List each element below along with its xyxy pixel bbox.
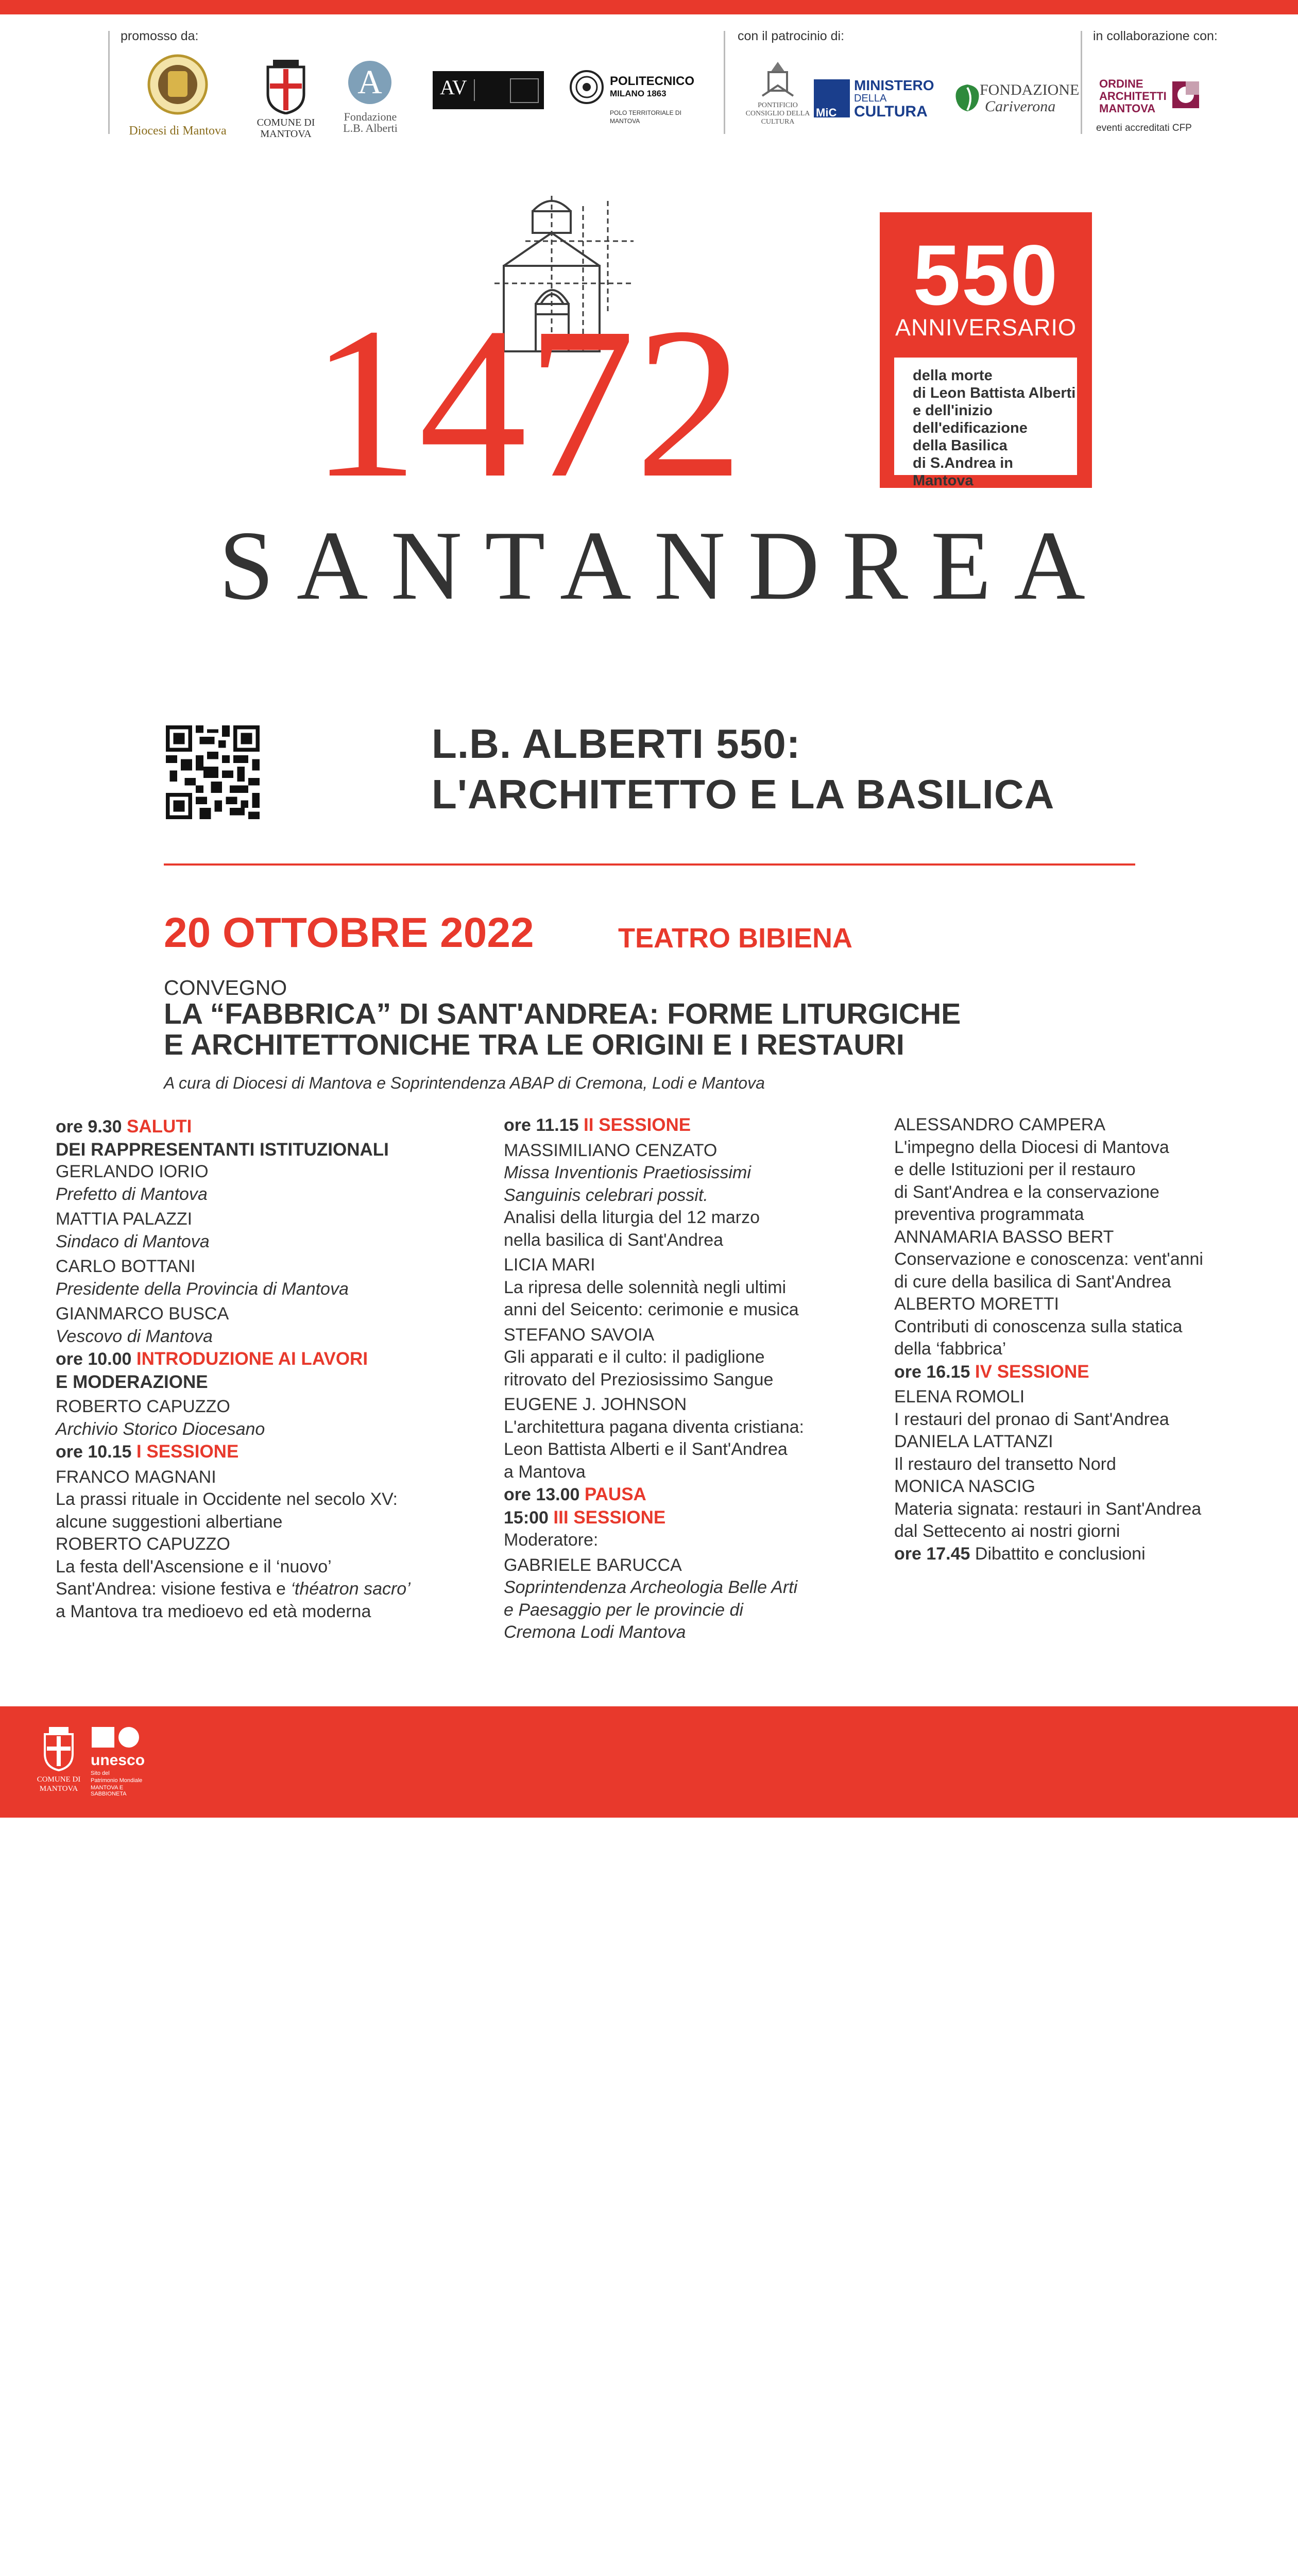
event-date: 20 OTTOBRE 2022	[164, 909, 534, 956]
event-venue: TEATRO BIBIENA	[618, 923, 852, 954]
talk-text-italic: ‘théatron sacro’	[291, 1579, 411, 1599]
badge-line: di S.Andrea in Mantova	[913, 455, 1013, 489]
talk-title-line: Analisi della liturgia del 12 marzo	[504, 1208, 760, 1227]
ministero-cultura-logo[interactable]: MiC MINISTERO DELLA CULTURA	[814, 77, 932, 121]
diocesi-seal-icon	[123, 54, 233, 115]
session-heading	[504, 1114, 906, 1137]
talk-title-line: nella basilica di Sant'Andrea	[504, 1230, 724, 1250]
promoted-by-label: promosso da:	[121, 29, 199, 43]
fondazione-cariverona-logo[interactable]: FONDAZIONE Cariverona	[953, 80, 1066, 116]
footer-comune-logo[interactable]: COMUNE DI MANTOVA	[38, 1726, 79, 1803]
session-title: INTRODUZIONE AI LAVORI	[136, 1349, 368, 1369]
session-heading	[894, 1543, 1296, 1566]
talk-title-line: della ‘fabbrica’	[894, 1339, 1006, 1359]
talk-title-line: Leon Battista Alberti e il Sant'Andrea	[504, 1439, 788, 1459]
diocesi-logo[interactable]: Diocesi di Mantova	[123, 54, 233, 141]
session-time: ore 10.15	[56, 1442, 132, 1462]
speaker-role: Sindaco di Mantova	[56, 1231, 210, 1251]
patronage-label: con il patrocinio di:	[738, 29, 845, 43]
speaker-name: DANIELA LATTANZI	[894, 1432, 1053, 1451]
speaker-name: EUGENE J. JOHNSON	[504, 1395, 687, 1414]
program-column-1	[56, 1115, 457, 1623]
session-time: ore 13.00	[504, 1485, 580, 1504]
badge-line: e dell'inizio	[913, 402, 993, 419]
conference-label: CONVEGNO	[164, 976, 287, 999]
session-heading	[894, 1361, 1296, 1384]
speaker-name: STEFANO SAVOIA	[504, 1325, 655, 1345]
session-time: 15:00	[504, 1507, 549, 1528]
talk-title-line: Moderatore:	[504, 1530, 599, 1550]
main-title-line2: L'ARCHITETTO E LA BASILICA	[432, 771, 1055, 817]
session-title: IV SESSIONE	[975, 1361, 1089, 1382]
speaker-role: Presidente della Provincia di Mantova	[56, 1279, 349, 1299]
coat-of-arms-icon	[258, 58, 314, 114]
talk-title-line: Contributi di conoscenza sulla statica	[894, 1316, 1183, 1336]
badge-label: ANNIVERSARIO	[895, 314, 1077, 341]
anniversary-badge	[880, 212, 1092, 488]
accademia-text-block	[474, 79, 506, 101]
session-title: III SESSIONE	[553, 1507, 666, 1528]
talk-title-line: Conservazione e conoscenza: vent'anni	[894, 1249, 1203, 1269]
session-title: SALUTI	[126, 1116, 192, 1137]
speaker-name: ALESSANDRO CAMPERA	[894, 1115, 1105, 1134]
accademia-emblem-icon	[510, 78, 539, 103]
talk-title-line: Gli apparati e il culto: il padiglione	[504, 1347, 765, 1367]
talk-title-line: anni del Seicento: cerimonie e musica	[504, 1300, 799, 1319]
cariverona-leaf-icon	[953, 82, 982, 113]
talk-title-line: di cure della basilica di Sant'Andrea	[894, 1272, 1171, 1292]
badge-line: dell'edificazione	[913, 420, 1028, 436]
session-time: ore 16.15	[894, 1362, 970, 1382]
session-time: ore 10.00	[56, 1349, 132, 1369]
talk-title-line: e delle Istituzioni per il restauro	[894, 1160, 1136, 1179]
badge-number: 550	[913, 228, 1059, 323]
session-heading-continued: DEI RAPPRESENTANTI ISTITUZIONALI	[56, 1139, 389, 1160]
speaker-name: ROBERTO CAPUZZO	[56, 1534, 230, 1554]
speaker-name: CARLO BOTTANI	[56, 1257, 196, 1276]
talk-title-line: L'architettura pagana diventa cristiana:	[504, 1417, 804, 1437]
ordine-emblem-icon	[1170, 79, 1201, 112]
badge-line: di Leon Battista Alberti	[913, 385, 1076, 401]
speaker-name: LICIA MARI	[504, 1255, 595, 1275]
sponsor-divider	[108, 31, 110, 134]
speaker-name: ANNAMARIA BASSO BERT	[894, 1227, 1114, 1247]
program-column-2	[504, 1114, 906, 1644]
collaboration-label: in collaborazione con:	[1093, 29, 1218, 43]
session-heading	[56, 1115, 457, 1139]
speaker-name: MASSIMILIANO CENZATO	[504, 1140, 718, 1160]
speaker-name: ELENA ROMOLI	[894, 1387, 1025, 1406]
title-divider	[164, 863, 1135, 866]
talk-title-line: La ripresa delle solennità negli ultimi	[504, 1277, 787, 1297]
footer-unesco-logo[interactable]: unesco Sito del Patrimonio Mondiale MANTOVA E SABBIONETA	[89, 1727, 145, 1804]
politecnico-logo[interactable]: POLITECNICO MILANO 1863 POLO TERRITORIALE DI MANTOVA	[569, 66, 703, 133]
speaker-name: GABRIELE BARUCCA	[504, 1555, 682, 1575]
talk-title-line: a Mantova tra medioevo ed età moderna	[56, 1601, 371, 1621]
session-title: I SESSIONE	[136, 1442, 239, 1462]
papal-emblem-icon	[757, 60, 798, 99]
talk-title-line: a Mantova	[504, 1462, 586, 1482]
politecnico-seal-icon	[569, 69, 605, 105]
talk-title-line: I restauri del pronao di Sant'Andrea	[894, 1409, 1169, 1429]
speaker-role: Vescovo di Mantova	[56, 1326, 213, 1346]
talk-title-line: La prassi rituale in Occidente nel secolo XV:	[56, 1489, 398, 1509]
unesco-temple-icon	[92, 1727, 114, 1748]
footer-coat-of-arms-icon	[41, 1726, 77, 1772]
session-time: ore 17.45	[894, 1544, 970, 1564]
talk-title-line: Il restauro del transetto Nord	[894, 1454, 1116, 1474]
conference-title-line2: E ARCHITETTONICHE TRA LE ORIGINI E I RESTAURI	[164, 1028, 904, 1061]
talk-title-line: preventiva programmata	[894, 1205, 1084, 1224]
year-1472: 1472	[311, 283, 743, 522]
conference-title-line1: LA “FABBRICA” DI SANT'ANDREA: FORME LITURGICHE	[164, 997, 961, 1030]
fondazione-a-icon: A	[348, 61, 391, 104]
talk-title-line: La festa dell'Ascensione e il ‘nuovo’	[56, 1556, 332, 1577]
speaker-role: Cremona Lodi Mantova	[504, 1622, 686, 1642]
speaker-role: Missa Inventionis Praetiosissimi	[504, 1163, 751, 1182]
session-heading	[504, 1506, 906, 1530]
talk-title-line: dal Settecento ai nostri giorni	[894, 1521, 1120, 1541]
session-title: PAUSA	[584, 1484, 646, 1504]
talk-title-line: di Sant'Andrea e la conservazione	[894, 1182, 1159, 1202]
speaker-role: e Paesaggio per le provincie di	[504, 1600, 743, 1620]
fondazione-alberti-logo[interactable]: A Fondazione L.B. Alberti	[337, 61, 404, 138]
closing-label: Dibattito e conclusioni	[975, 1544, 1146, 1564]
world-heritage-icon	[118, 1727, 139, 1748]
session-heading	[56, 1348, 457, 1371]
speaker-role: Prefetto di Mantova	[56, 1184, 208, 1204]
speaker-name: MATTIA PALAZZI	[56, 1209, 193, 1229]
speaker-name: FRANCO MAGNANI	[56, 1467, 216, 1487]
session-time: ore 11.15	[504, 1115, 579, 1135]
badge-description	[894, 358, 1077, 489]
speaker-name: MONICA NASCIG	[894, 1477, 1035, 1496]
top-red-band	[0, 0, 1298, 14]
talk-title-line	[56, 1578, 457, 1601]
footer-band	[0, 1706, 1298, 1818]
sponsor-divider	[1081, 31, 1082, 134]
session-heading-continued: E MODERAZIONE	[56, 1371, 208, 1392]
ordine-architetti-logo[interactable]: ORDINE ARCHITETTI MANTOVA eventi accreditati CFP	[1096, 77, 1209, 139]
speaker-name: GERLANDO IORIO	[56, 1162, 209, 1181]
speaker-role: Archivio Storico Diocesano	[56, 1419, 265, 1439]
santandrea-wordmark: SANTANDREA	[219, 511, 1108, 620]
talk-title-line: alcune suggestioni albertiane	[56, 1512, 283, 1532]
speaker-name: ALBERTO MORETTI	[894, 1294, 1059, 1314]
speaker-name: GIANMARCO BUSCA	[56, 1304, 229, 1324]
session-heading	[504, 1483, 906, 1506]
conference-title	[164, 998, 1091, 1060]
curated-by: A cura di Diocesi di Mantova e Soprintendenza ABAP di Cremona, Lodi e Mantova	[164, 1074, 765, 1092]
program-column-3	[894, 1114, 1296, 1565]
badge-line: della Basilica	[913, 437, 1007, 454]
accademia-av-logo[interactable]: AV	[433, 71, 544, 109]
main-title-line1: L.B. ALBERTI 550:	[432, 721, 801, 767]
talk-title-line: Materia signata: restauri in Sant'Andrea	[894, 1499, 1202, 1519]
speaker-name: ROBERTO CAPUZZO	[56, 1397, 230, 1416]
speaker-role: Sanguinis celebrari possit.	[504, 1185, 708, 1205]
session-heading	[56, 1440, 457, 1464]
talk-title-line: ritrovato del Preziosissimo Sangue	[504, 1369, 774, 1389]
session-title: II SESSIONE	[584, 1115, 691, 1135]
session-time: ore 9.30	[56, 1117, 122, 1137]
qr-code-icon[interactable]	[166, 725, 260, 819]
badge-line: della morte	[913, 367, 993, 384]
pontificio-consiglio-logo[interactable]: PONTIFICIO CONSIGLIO DELLA CULTURA	[737, 60, 819, 132]
sponsor-divider	[724, 31, 725, 134]
comune-mantova-logo[interactable]: COMUNE DI MANTOVA	[258, 58, 314, 140]
talk-title-line: L'impegno della Diocesi di Mantova	[894, 1137, 1169, 1157]
speaker-role: Soprintendenza Archeologia Belle Arti	[504, 1578, 798, 1597]
talk-text: Sant'Andrea: visione festiva e	[56, 1579, 291, 1599]
